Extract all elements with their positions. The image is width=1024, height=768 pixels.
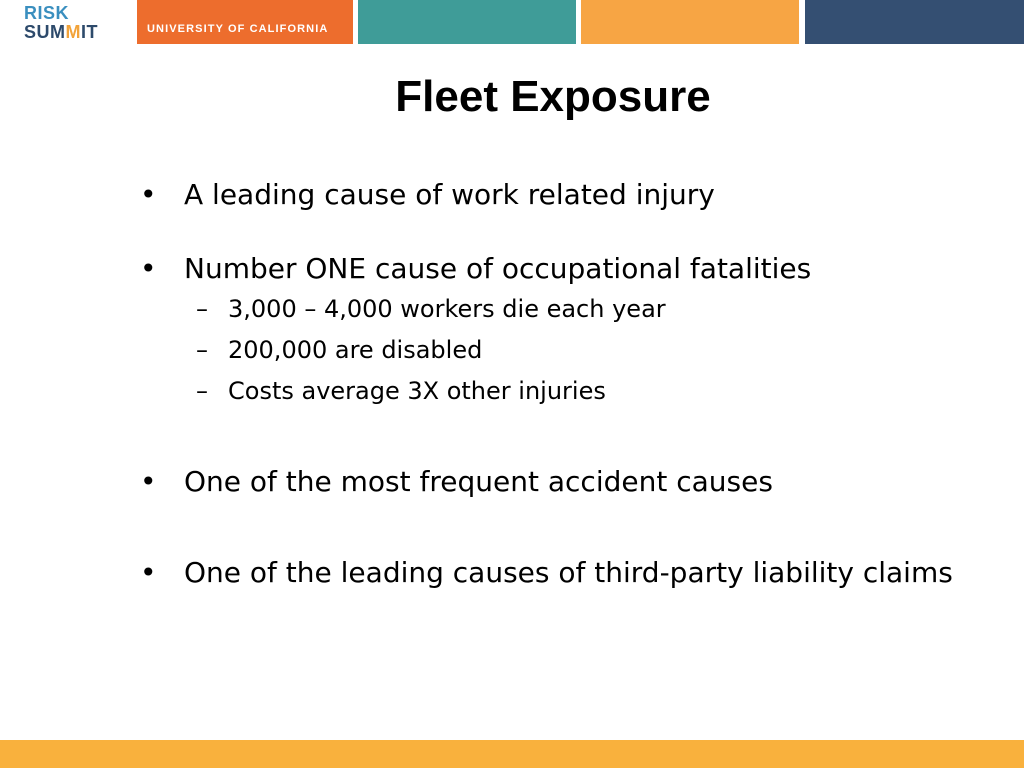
bullet-item xyxy=(140,465,960,499)
bullet-dot-icon: • xyxy=(140,178,157,211)
bullet-text: One of the most frequent accident causes xyxy=(184,465,773,498)
slide-body xyxy=(140,178,960,590)
sub-bullet-text: 3,000 – 4,000 workers die each year xyxy=(228,295,666,323)
sub-bullet-item xyxy=(140,333,960,367)
bullet-item xyxy=(140,252,960,286)
sub-bullet-text: 200,000 are disabled xyxy=(228,336,483,364)
bullet-text: One of the leading causes of third-party liability claims xyxy=(184,556,953,589)
risk-summit-logo xyxy=(14,4,124,44)
header-teal-bar xyxy=(358,0,576,44)
logo-summit-part2: IT xyxy=(81,22,98,42)
sub-bullet-item xyxy=(140,292,960,326)
dash-icon: – xyxy=(196,295,208,323)
footer-bar xyxy=(0,740,1024,768)
university-label: UNIVERSITY OF CALIFORNIA xyxy=(147,23,329,35)
header-navy-bar xyxy=(805,0,1024,44)
header-bar xyxy=(0,0,1024,44)
logo-summit-text xyxy=(24,23,98,41)
sub-bullet-text: Costs average 3X other injuries xyxy=(228,377,606,405)
header-orange-bar xyxy=(137,0,353,44)
bullet-item xyxy=(140,556,960,590)
bullet-dot-icon: • xyxy=(140,465,157,498)
slide-title: Fleet Exposure xyxy=(395,72,711,121)
logo-summit-part1: SUM xyxy=(24,22,66,42)
logo-risk-text: RISK xyxy=(24,3,70,23)
dash-icon: – xyxy=(196,336,208,364)
bullet-dot-icon: • xyxy=(140,252,157,285)
bullet-dot-icon: • xyxy=(140,556,157,589)
dash-icon: – xyxy=(196,377,208,405)
logo-peak-letter: M xyxy=(65,22,81,42)
header-gold-bar xyxy=(581,0,799,44)
bullet-item xyxy=(140,178,960,212)
sub-bullet-item xyxy=(140,374,960,408)
bullet-text: A leading cause of work related injury xyxy=(184,178,715,211)
bullet-text: Number ONE cause of occupational fatalities xyxy=(184,252,812,285)
